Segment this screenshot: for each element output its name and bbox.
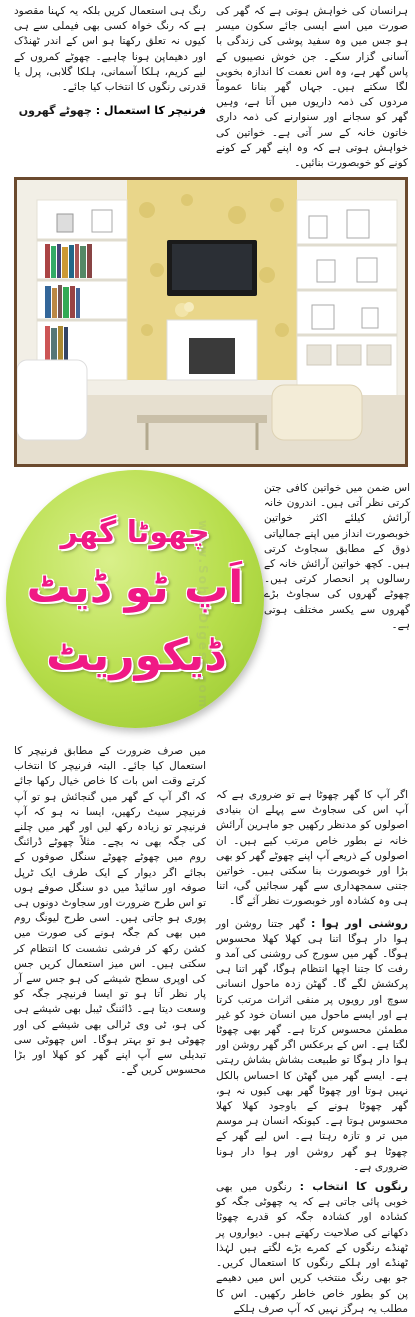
article-column-top-left	[14, 4, 206, 118]
living-room-photo	[14, 177, 408, 467]
watermark: www.SohniDigest.com	[196, 520, 210, 710]
section-text: رنگوں میں بھی خوبی پائی جاتی ہے کہ یہ چھوٹی جگہ کو کشادہ اور کشادہ جگہ کو قدرے چھوٹا دکھانے کی صلاحیت رکھتے ہیں۔ دیواروں پر ٹھنڈے رنگوں کے کمرے بڑے لگتے ہیں لہٰذا ٹھنڈے اور ہلکے رنگوں کا استعمال کریں۔ جو بھی رنگ منتخب کریں اس میں دھیمے پن کو بطور خاص خاطر رکھیں۔ اس کا مطلب یہ ہرگز نہیں کہ آپ صرف ہلکے	[216, 1181, 408, 1315]
article-column-bottom-right	[216, 788, 408, 1317]
subheading-furniture	[14, 103, 206, 118]
badge-title-line-3: ڈیکوریٹ	[46, 630, 224, 681]
section-text: گھر جتنا روشن اور ہوا دار ہوگا اتنا ہی کھلا کھلا محسوس ہوگا۔ گھر میں سورج کی روشنی کی آمد و رفت کا جتنا اچھا انتظام ہوگا، گھر اتنا ہی پرکشش لگے گا۔ گھٹن زدہ ماحول انسانی سوچ اور رویوں پر منفی اثرات مرتب کرتا ہے اور ایسے ماحول میں انسان خود کو غیر مطمئن محسوس کرتا ہے۔ گھر بھی چھوٹا لگتا ہے۔ اس کے برعکس اگر گھر روشن اور ہوا دار ہوگا تو طبیعت بشاش بشاش رہتی ہے۔ ایسے گھر میں گھٹن کا احساس بالکل نہیں ہوتا اور چھوٹا گھر بھی کیوں نہ ہو، گھر چھوٹا ہونے کے باوجود کھلا کھلا محسوس ہوتا ہے۔ کیونکہ انسان ہر موسم میں تر و تازہ رہتا ہے۔ اس لیے گھر کے چھوٹا ہو گھر روشن اور ہوا دار ہونا ضروری ہے۔	[216, 917, 408, 1173]
article-column-bottom-left	[14, 744, 206, 1078]
paragraph: ہرانسان کی خواہش ہوتی ہے کہ گھر کی صورت میں اسے ایسی جائے سکون میسر ہو جس میں وہ سفید پوشی کی زندگی با آسانی گزار سکے۔ جن خوش نصیبوں کے پاس گھر ہے، وہ اس نعمت کا اندازہ بخوبی لگا سکتے ہیں۔ جہاں گھر بنانا عموماً مردوں کی ذمہ داریوں میں آتا ہے، وہیں گھر کو سجانے اور سنوارنے کی ذمہ داری خاتون خانہ کے سر آتی ہے۔ خواتین کی خواہش ہوتی ہے کہ وہ اپنے گھر کے کونے کونے کو خوبصورت بنائیں۔	[216, 5, 408, 170]
paragraph: اگر آپ کا گھر چھوٹا ہے تو ضروری ہے کہ آپ اس کی سجاوٹ سے پہلے ان بنیادی اصولوں کو مدنظر رکھیں جو ماہرین آرائش خانہ نے بطور خاص مرتب کیے ہیں۔ ان اصولوں کے ذریعے آپ اپنے چھوٹے گھر کو بھی بڑا اور خوبصورت بنا سکتی ہیں۔ خواتین جتنی سمجھداری سے گھر سجائیں گی، اتنا ہی وہ کشادہ اور خوبصورت نظر آئے گا۔	[216, 789, 408, 908]
title-badge	[6, 470, 264, 728]
subheading-text: چھوٹے گھروں	[18, 104, 92, 118]
badge-title-line-1: چھوٹا گھر	[60, 515, 210, 550]
subheading-light-air: روشنی اور ہوا :	[310, 916, 409, 930]
section-light-air	[216, 916, 408, 1175]
badge-title-line-2: اَپ ٹو ڈیٹ	[26, 562, 244, 613]
paragraph: رنگ ہی استعمال کریں بلکہ یہ کہنا مقصود ہے کہ رنگ خواہ کسی بھی فیملی سے ہی کیوں نہ تعلق رکھتا ہو اس کے اندر ٹھنڈک اور دھیماپن ہونا چاہیے۔ چھوٹے کمروں کے لیے کریم، ہلکا آسمانی، ہلکا گلابی، پرل یا قدرتی رنگوں کا انتخاب کیا جائے۔	[14, 5, 206, 94]
article-column-mid-right	[264, 481, 410, 633]
paragraph: میں صرف ضرورت کے مطابق فرنیچر کا استعمال کیا جائے۔ البتہ فرنیچر کا انتخاب کرتے وقت اس بات کا خاص خیال رکھا جائے کہ اگر آپ کے گھر میں گنجائش ہو تو آپ فرنیچر سیٹ رکھیں، ایسا نہ ہو کہ آپ فرنیچر تو زیادہ رکھ لیں اور گھر میں چلنے کی جگہ بھی نہ بچے۔ مثلاً چھوٹے ڈرائنگ روم میں چھوٹے چھوٹے سنگل صوفوں کے بجائے اگر دیوار کے ایک طرف ایک ٹرپل صوفہ اور سائیڈ میں دو سنگل صوفے ہوں تو اس طرح ضرورت اور سجاوٹ دونوں ہی پوری ہو جاتی ہیں۔ اسی طرح لیونگ روم میں بھی کم جگہ ہونے کی صورت میں کشن رکھ کر فرشی نشست کا انتظام کر سکتی ہیں۔ اس میز استعمال کریں جس کی اوپری سطح شیشے کی ہو جس سے آر پار نظر آتا ہو تو ایسا فرنیچر جگہ کو وسعت دیتا ہے۔ ڈائننگ ٹیبل بھی شیشے ہی کی ہو، ٹی وی ٹرالی بھی شیشے کی اور چھوٹی ہو تو بہتر ہوگا۔ اس چھوٹی سی تبدیلی سے آپ اپنے گھر کو کھلا اور بڑا محسوس کریں گے۔	[14, 745, 206, 1077]
subheading-colors: رنگوں کا انتخاب :	[299, 1180, 408, 1194]
article-column-top-right	[216, 4, 408, 171]
paragraph: اس ضمن میں خواتین کافی جتن کرتی نظر آتی ہیں۔ اندرون خانہ آرائش کیلئے اکثر خواتین خوبصورت انداز میں اپنے جمالیاتی ذوق کے مطابق سجاوٹ کرتی ہیں۔ کچھ خواتین آرائش خانہ کے رسالوں پر انحصار کرتی ہیں۔ چھوٹے گھروں کی سجاوٹ بڑے گھروں سے یکسر مختلف ہوتی ہے۔	[264, 482, 410, 631]
subheading-label: فرنیچر کا استعمال :	[95, 104, 206, 118]
section-colors	[216, 1179, 408, 1317]
